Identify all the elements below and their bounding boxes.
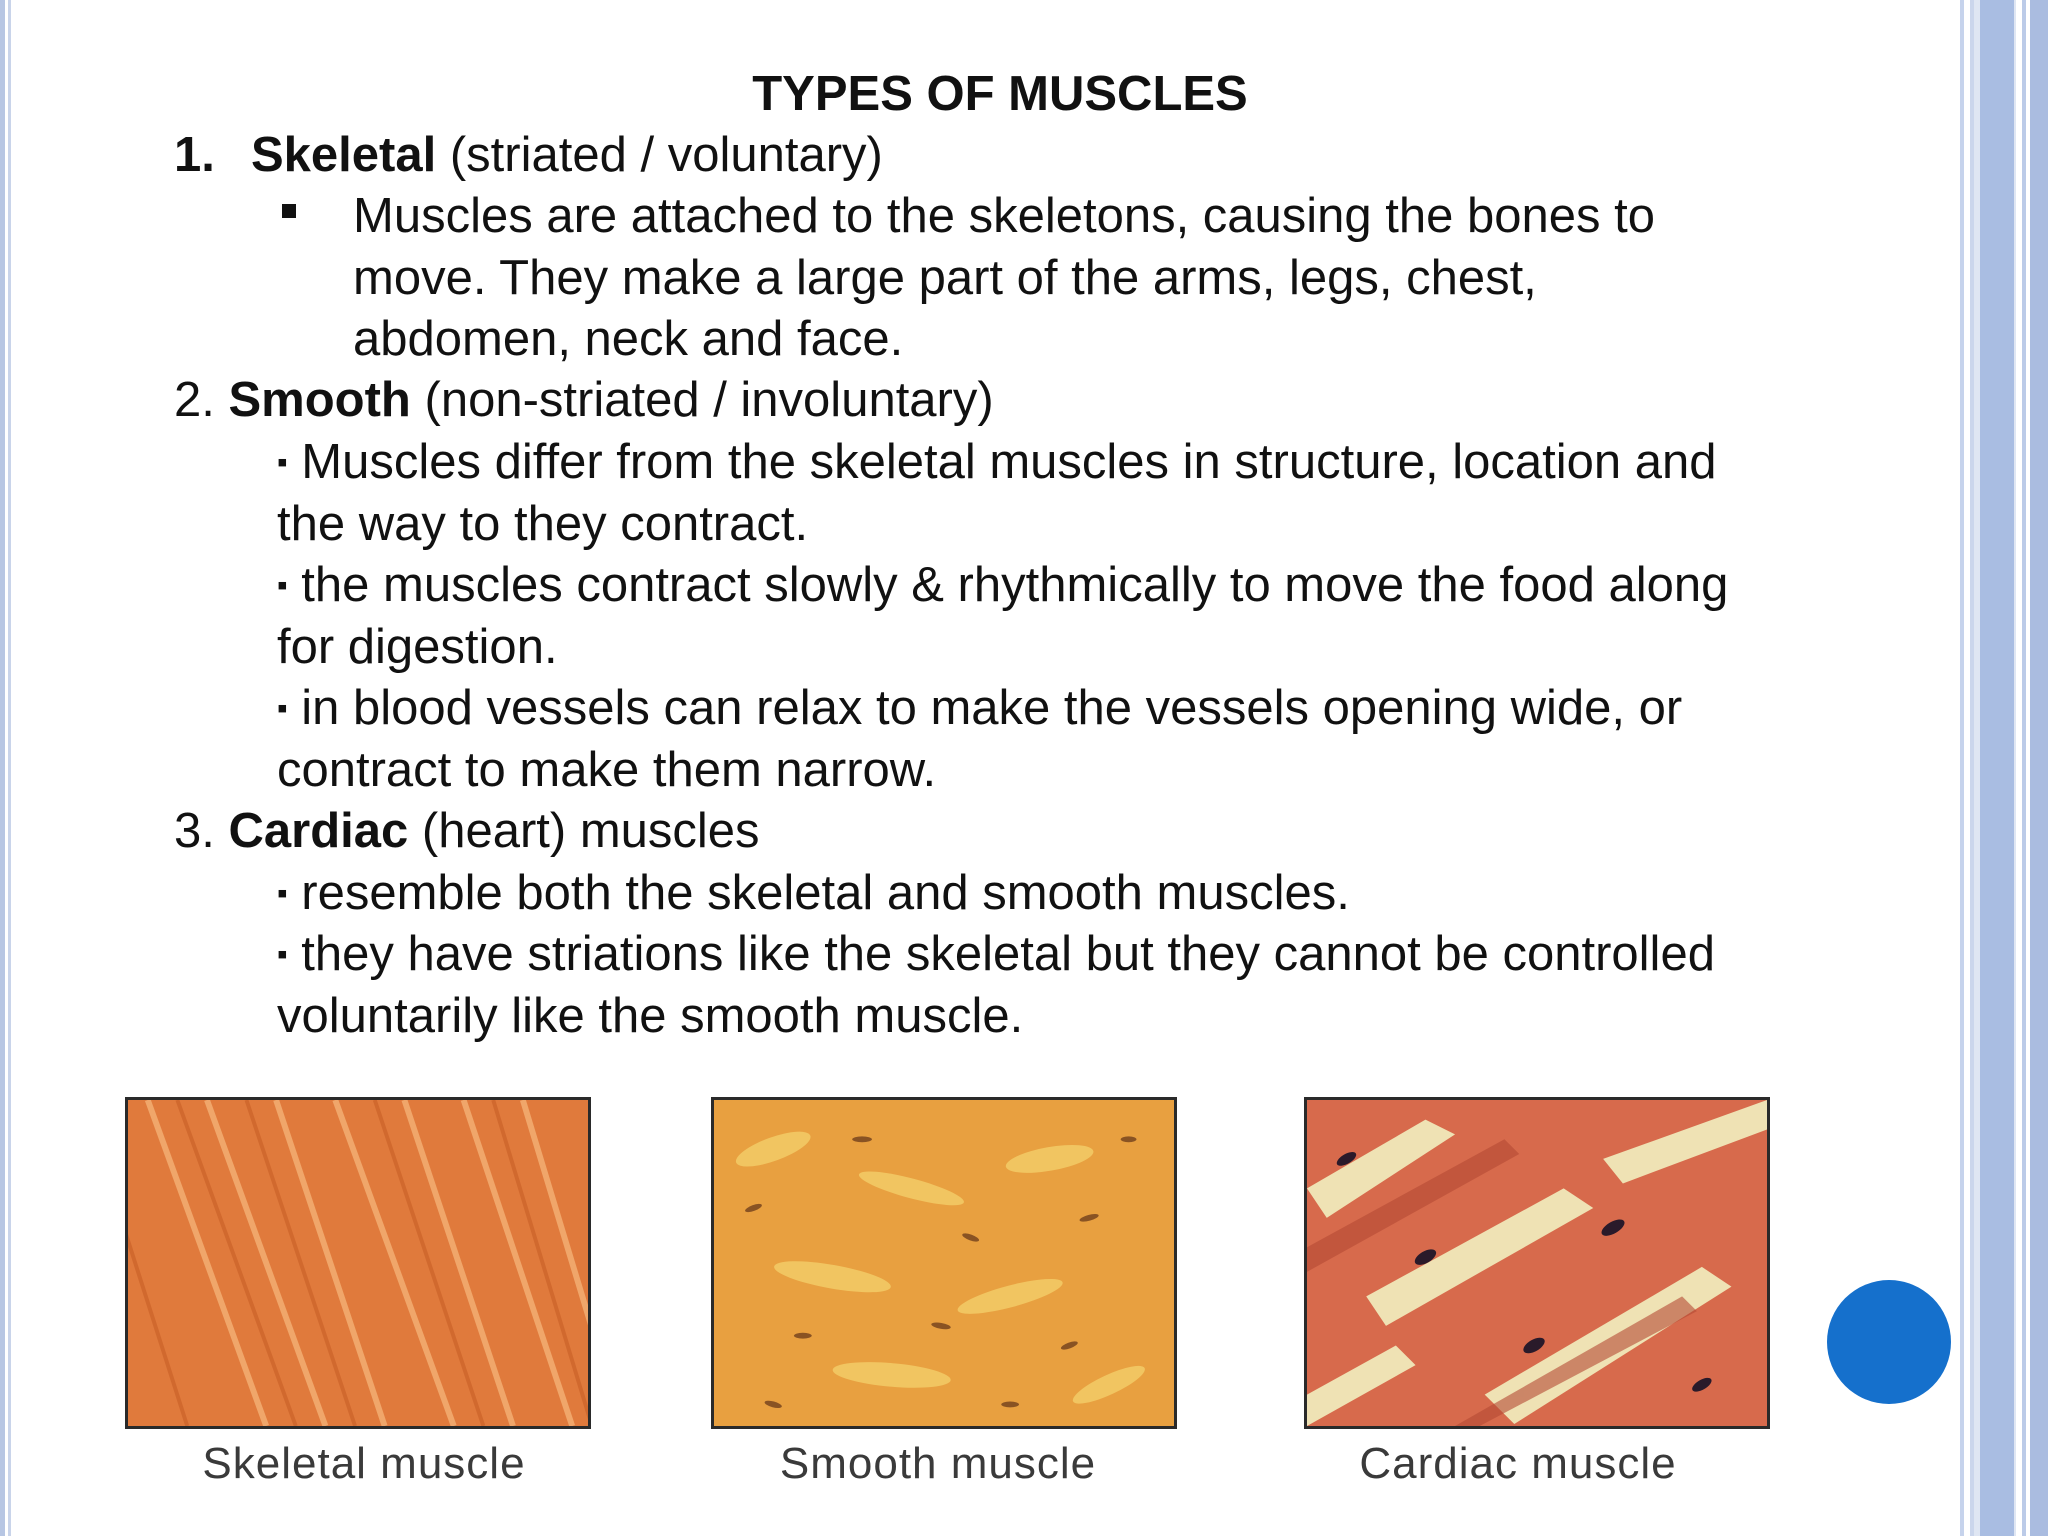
section-1-bullet-line-2: move. They make a large part of the arms, legs, chest, [353, 251, 1537, 305]
section-2-qualifier: (non-striated / involuntary) [424, 373, 994, 427]
cardiac-muscle-image [1304, 1097, 1770, 1429]
section-2-bullet-1 [277, 432, 1717, 493]
bullet-square-icon: ▪ [277, 569, 288, 602]
section-2-bullet-1-line-1: Muscles differ from the skeletal muscles in structure, location and [301, 435, 1717, 489]
bullet-square-icon: ▪ [277, 877, 288, 910]
slide-right-border [1956, 0, 2048, 1536]
smooth-muscle-image [711, 1097, 1177, 1429]
section-2-bullet-2-line-2: for digestion. [277, 620, 558, 674]
section-3-heading [174, 801, 760, 862]
section-2-heading [174, 370, 994, 431]
skeletal-muscle-micrograph-icon [128, 1100, 588, 1426]
section-3-number: 3. [174, 804, 215, 858]
smooth-muscle-micrograph-icon [714, 1100, 1174, 1426]
section-3-qualifier: (heart) muscles [421, 804, 760, 858]
skeletal-muscle-caption: Skeletal muscle [202, 1439, 526, 1488]
section-3-bullet-1-line-1: resemble both the skeletal and smooth muscles. [301, 866, 1350, 920]
section-2-bullet-3-line-2: contract to make them narrow. [277, 743, 937, 797]
bullet-square-icon [282, 204, 296, 218]
section-2-name: Smooth [228, 373, 411, 427]
section-1-heading [251, 125, 883, 186]
section-1-bullet-line-1: Muscles are attached to the skeletons, causing the bones to [353, 189, 1656, 243]
section-1-name: Skeletal [251, 128, 437, 182]
decorative-blue-dot [1827, 1280, 1951, 1404]
bullet-square-icon: ▪ [277, 938, 288, 971]
section-3-bullet-2-line-2: voluntarily like the smooth muscle. [277, 989, 1024, 1043]
section-1-qualifier: (striated / voluntary) [449, 128, 883, 182]
section-1-bullet-line-3: abdomen, neck and face. [353, 312, 904, 366]
section-2-bullet-1-line-2: the way to they contract. [277, 497, 809, 551]
section-2-bullet-3 [277, 678, 1682, 739]
slide-title: TYPES OF MUSCLES [752, 67, 1248, 121]
slide-left-border [0, 0, 16, 1536]
cardiac-muscle-micrograph-icon [1307, 1100, 1767, 1426]
section-2-bullet-3-line-1: in blood vessels can relax to make the vessels opening wide, or [301, 681, 1683, 735]
section-3-bullet-2 [277, 924, 1715, 985]
section-2-bullet-2 [277, 555, 1728, 616]
cardiac-muscle-caption: Cardiac muscle [1359, 1439, 1677, 1488]
section-3-name: Cardiac [228, 804, 409, 858]
section-2-bullet-2-line-1: the muscles contract slowly & rhythmically to move the food along [301, 558, 1729, 612]
bullet-square-icon: ▪ [277, 446, 288, 479]
section-2-number: 2. [174, 373, 215, 427]
smooth-muscle-caption: Smooth muscle [779, 1439, 1097, 1488]
section-3-bullet-1 [277, 863, 1350, 924]
bullet-square-icon: ▪ [277, 692, 288, 725]
section-3-bullet-2-line-1: they have striations like the skeletal but they cannot be controlled [301, 927, 1715, 981]
skeletal-muscle-image [125, 1097, 591, 1429]
section-1-number: 1. [174, 128, 215, 182]
